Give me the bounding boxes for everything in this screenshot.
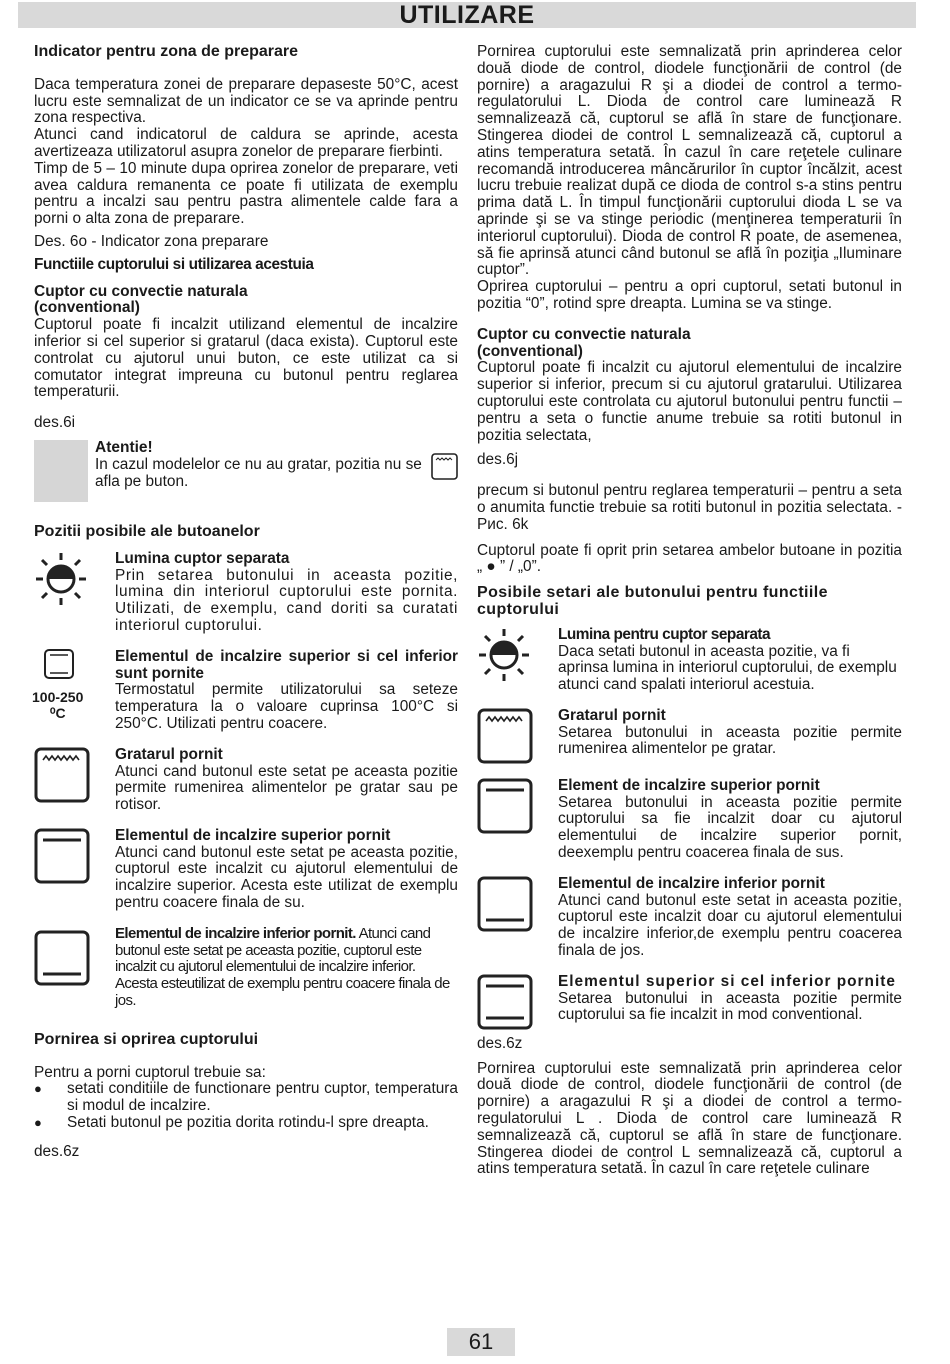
position-item-top [34,828,458,912]
item-title: Elementul de incalzire inferior pornit [558,874,825,892]
positions-heading: Pozitii posibile ale butoanelor [34,522,260,540]
item-text: Termostatul permite utilizatorului sa seteze temperatura la o valoare cuprinsa 100°C si 250°C. Utilizati pentru coacere. [115,681,458,732]
item-text: Setarea butonului in aceasta pozitie permite cuptorului sa fie incalzit doar cu ajutorul elementului de incalzire superior pornit, deexemplu pentru coacerea finala de sus. [558,793,902,862]
conv-heading-line2: (conventional) [34,299,140,317]
setting-item-top-bottom [477,974,902,1030]
conv-text: Cuptorul poate fi incalzit utilizand elementul de incalzire inferior si cel superior si gratarul (daca exista). Cuptorul este controlat cu ajutorul unui buton, ce este utilizat ca si comutator integrat impreuna cu butonul pentru reglarea temperaturii. [34,316,458,401]
right-column [477,44,902,1178]
item-title: Elementul superior si cel inferior pornite [558,972,896,990]
attention-notice [34,440,458,502]
position-item-bottom [34,926,458,1010]
item-text: Atunci cand butonul este setat pe aceasta pozitie, cuptorul este incalzit cu ajutorul elementului de incalzire superior. Acesta este utilizat de exemplu pentru coacere finala de su. [115,843,458,912]
des-6z-caption: des.6z [477,1034,523,1052]
des-6o-caption: Des. 6o - Indicator zona preparare [34,232,269,250]
temp-unit-label: ⁰C [49,704,66,721]
start-heading: Pornirea si oprirea cuptorului [34,1030,259,1048]
top-heat-icon [477,778,533,834]
item-text: Daca setati butonul in aceasta pozitie, va fi aprinsa lumina in interiorul cuptorului, de exemplu atunci cand spalati interiorul acestuia. [558,642,897,694]
attention-text: In cazul modelelor ce nu au gratar, pozitia nu se afla pe buton. [95,455,422,490]
indicator-paragraph-2: Atunci cand indicatorul de caldura se aprinde, acesta avertizeaza utilizatorul asupra zonelor de preparare fierbinti. [34,126,458,160]
top-bottom-heat-icon [44,649,74,679]
conv-heading-line1: Cuptor cu convectie naturala [34,282,248,300]
item-text: Setarea butonului in aceasta pozitie permite rumenirea alimentelor pe gratar. [558,723,902,758]
des-6z-caption: des.6z [34,1142,80,1160]
right-paragraph-2: Oprirea cuptorului – pentru a opri cuptorul, setati butonul in pozitia “0”, rotind spre dreapta. Lumina se va stinge. [477,278,902,312]
bottom-heat-icon [477,876,533,932]
item-text: Atunci cand butonul este setat in aceasta pozitie, cuptorul este incalzit doar cu ajutorul elementului de incalzire inferior,de exemplu pentru coacerea finala de jos. [558,891,902,960]
page-number: 61 [447,1328,515,1356]
notice-bar [34,440,88,502]
start-intro: Pentru a porni cuptorul trebuie sa: [34,1063,266,1081]
right-paragraph-1: Pornirea cuptorului este semnalizată prin aprinderea celor două diode de control, diodele funcţionării de control (de pornire) a aragazului R şi a diodei de control a termo-regulatorului L. Dioda de control care luminează R semnalizează că, cuptorul se află în stare de funcţionare. Stingerea diodei de control L semnalizează că, cuptorul a atins temperatura setată. În cazul în care reţetele culinare recomandă introducerea mâncărurilor în cuptor încălzit, acest lucru trebuie realizat după ce dioda de control s-a stins pentru prima dată L. În timpul funcţionării cuptorului dioda L se va aprinde şi se va stinge periodic (menţinerea temperaturii în interiorul cuptorului). Dioda de control R poate, de asemenea, să fie aprinsă atunci când butonul se află în poziţia „Iluminare cuptor”. [477,43,902,279]
attention-title: Atentie! [95,438,153,456]
position-item-grill [34,747,458,814]
indicator-paragraph-1: Daca temperatura zonei de preparare depaseste 50°C, acest lucru este semnalizat de un indicator ce se va aprinde pentru zona respectiva. [34,75,458,127]
item-title: Gratarul pornit [115,745,223,763]
item-text: Setarea butonului in aceasta pozitie permite cuptorului sa fie incalzit in mod conventional. [558,989,902,1024]
item-title: Elementul de incalzire inferior pornit. [115,924,356,942]
setting-item-bottom [477,876,902,960]
item-text: Atunci cand butonul este setat pe aceasta pozitie permite rumenirea alimentelor pe gratar sau pe rotisor. [115,762,458,814]
item-title: Lumina pentru cuptor separata [558,625,771,643]
des-6i-caption: des.6i [34,414,76,432]
conv-heading-line2: (conventional) [477,342,583,360]
conv-heading-line1: Cuptor cu convectie naturala [477,325,691,343]
functions-heading: Functiile cuptorului si utilizarea acestuia [34,255,314,273]
position-item-top-bottom [34,649,458,733]
oven-light-icon [477,627,535,681]
item-title: Element de incalzire superior pornit [558,776,820,794]
left-column [34,44,458,1169]
des-6j-caption: des.6j [477,451,519,469]
item-title: Elementul de incalzire superior si cel inferior sunt pornite [115,647,458,682]
top-heat-icon [34,828,90,884]
item-title: Lumina cuptor separata [115,549,290,567]
right-paragraph-3: precum si butonul pentru reglarea temperaturii – pentru a seta o anumita functie trebuie sa rotiti butonul in pozitia selectata. - Рис. 6k [477,482,902,533]
grill-icon [34,747,90,803]
oven-light-icon [34,551,92,605]
settings-heading: Posibile setari ale butonului pentru functiile cuptorului [477,584,828,618]
indicator-paragraph-3: Timp de 5 – 10 minute dupa oprirea zonelor de preparare, veti avea caldura remanenta ce poate fi utilizata de exemplu pentru a incalzi sau pentru pastra alimentele calde fara a porni o alta zona de preparare. [34,159,458,228]
temp-range-label: 100-250 [32,688,84,705]
start-bullet-list [34,1081,458,1131]
right-paragraph-5: Pornirea cuptorului este semnalizată prin aprinderea celor două diode de control, diodele funcţionării de control (de pornire) a aragazului R şi a diodei de control a termo-regulatorului L . Dioda de control care luminează R semnalizează că, cuptorul se află în stare de funcţionare. Stingerea diodei de control L semnalizează că, cuptorul a atins temperatura setată. În cazul în care reţetele culinare [477,1059,902,1178]
top-bottom-heat-icon [477,974,533,1030]
bottom-heat-icon [34,930,90,986]
item-text: Atunci cand butonul este setat pe aceasta pozitie, cuptorul este incalzit cu ajutorul elementului de incalzire inferior. Acesta esteutilizat de exemplu pentru coacere finala de jos. [115,924,450,1010]
list-item: ● setati conditiile de functionare pentru cuptor, temperatura si modul de incalzire. [34,1081,458,1115]
right-conv-text: Cuptorul poate fi incalzit cu ajutorul elementului de incalzire superior si inferior, precum si cu ajutorul gratarului. Utilizarea cuptorului este controlata cu ajutorul butonului pentru functii – pentru a seta o functie anume trebuie sa rotiti butonul in pozitia selectata, [477,359,902,444]
page-header [18,2,916,28]
item-title: Gratarul pornit [558,706,666,724]
setting-item-light [477,627,902,694]
grill-icon [477,708,533,764]
indicator-heading: Indicator pentru zona de preparare [34,43,299,60]
grill-icon [431,453,458,480]
list-item: ● Setati butonul pe pozitia dorita rotindu-l spre dreapta. [34,1115,458,1132]
setting-item-top [477,778,902,862]
position-item-light [34,551,458,635]
item-text: Prin setarea butonului in aceasta pozitie, lumina din interiorul cuptorului este pornita. Utilizati, de exemplu, cand doriti sa curatati interiorul cuptorului. [115,566,458,634]
right-paragraph-4: Cuptorul poate fi oprit prin setarea ambelor butoane in pozitia „ ● ” / „0”. [477,541,902,576]
page-title: UTILIZARE [399,1,535,29]
setting-item-grill [477,708,902,764]
item-title: Elementul de incalzire superior pornit [115,826,391,844]
